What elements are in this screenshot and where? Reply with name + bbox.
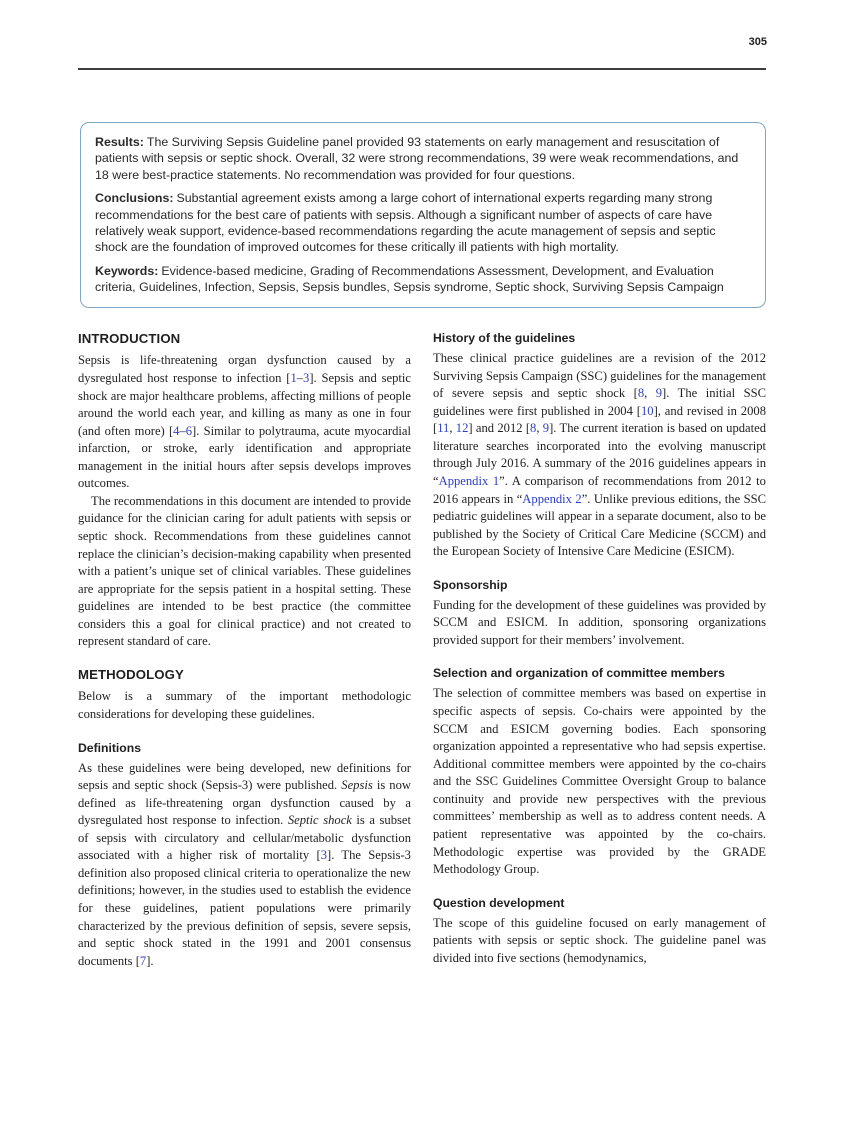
abstract-entry-text: Evidence-based medicine, Grading of Recommendations Assessment, Development, and Evaluation criteria, Guidelines, Infection, Sepsis, Sepsis bundles, Sepsis syndrome, Septic shock, Surviving Sepsis Campaign xyxy=(95,263,724,294)
body-paragraph: As these guidelines were being developed, new definitions for sepsis and septic shock (Sepsis-3) were published. Sepsis is now defined as life-threatening organ dysfunction caused by a dysregulated host response to infection. Septic shock is a subset of sepsis with circulatory and cellular/metabolic dysfunction associated with a higher risk of mortality [3]. The Sepsis-3 definition also proposed clinical criteria to operationalize the new definitions; however, in the studies used to establish the evidence for these guidelines, patient populations were primarily characterized by the previous definition of sepsis, severe sepsis, and septic shock stated in the 1991 and 2001 consensus documents [7]. xyxy=(78,760,412,968)
citation-link[interactable]: 3 xyxy=(303,370,310,385)
citation-link[interactable]: 11 xyxy=(437,421,450,436)
citation-link[interactable]: 4 xyxy=(173,423,180,438)
header-rule xyxy=(78,68,766,70)
section-heading: INTRODUCTION xyxy=(78,331,181,346)
appendix-link[interactable]: Appendix 2 xyxy=(522,491,582,506)
citation-link[interactable]: 8 xyxy=(637,386,645,401)
citation-link[interactable]: 3 xyxy=(320,848,328,863)
abstract-entry xyxy=(95,190,751,256)
body-paragraph: The scope of this guideline focused on early management of patients with sepsis or septic shock. The guideline panel was divided into five sections (hemodynamics, xyxy=(433,915,766,965)
citation-link[interactable]: 9 xyxy=(542,421,550,436)
abstract-entry xyxy=(95,263,751,296)
column-left xyxy=(78,330,411,970)
citation-link[interactable]: 12 xyxy=(455,421,469,436)
body-paragraph: These clinical practice guidelines are a revision of the 2012 Surviving Sepsis Campaign (SSC) guidelines for the management of severe sepsis and septic shock [8, 9]. The initial SSC guidelines were first published in 2004 [10], and revised in 2008 [11, 12] and 2012 [8, 9]. The current iteration is based on updated literature searches incorporated into the evolving manuscript through July 2016. A summary of the 2016 guidelines appears in “Appendix 1”. A comparison of recommendations from 2012 to 2016 appears in “Appendix 2”. Unlike previous editions, the SSC pediatric guidelines will appear in a separate document, also to be published by the Society of Critical Care Medicine (SCCM) and the European Society of Intensive Care Medicine (ESICM). xyxy=(433,351,767,559)
body-paragraph: The selection of committee members was based on expertise in specific aspects of sepsis. Co-chairs were appointed by the SCCM and ESICM governing bodies. Each sponsoring organization appointed a representative who had sepsis expertise. Additional committee members were appointed by the co-chairs and the SSC Guidelines Committee Oversight Group to balance continuity and provide new perspectives with the previous committees’ membership as well as to address content needs. A patient representative was appointed by the co-chairs. Methodologic expertise was provided by the GRADE Methodology Group. xyxy=(433,686,766,877)
appendix-link[interactable]: Appendix 1 xyxy=(438,473,500,488)
subsection-heading: Sponsorship xyxy=(433,577,508,592)
citation-link[interactable]: 10 xyxy=(640,403,654,418)
body-paragraph: Sepsis is life-threatening organ dysfunction caused by a dysregulated host response to infection [1–3]. Sepsis and septic shock are major healthcare problems, affecting millions of people around the world each year, and killing as many as one in four (and often more) [4–6]. Similar to polytrauma, acute myocardial infarction, or stroke, early identification and appropriate management in the initial hours after sepsis develops improves outcomes. xyxy=(78,353,411,491)
citation-link[interactable]: 6 xyxy=(185,423,193,438)
body-paragraph: Funding for the development of these guidelines was provided by SCCM and ESICM. In addition, sponsoring organizations provided support for their members’ involvement. xyxy=(433,597,766,647)
column-right xyxy=(433,330,766,967)
subsection-heading: Selection and organization of committee members xyxy=(433,666,725,681)
italic-term: Septic shock xyxy=(287,813,352,828)
body-paragraph: Below is a summary of the important methodologic considerations for developing these guidelines. xyxy=(78,689,411,721)
abstract-box xyxy=(80,122,766,308)
body-paragraph: The recommendations in this document are intended to provide guidance for the clinician caring for adult patients with sepsis or septic shock. Recommendations from these guidelines cannot replace the clinician’s decision-making capability when presented with a patient’s unique set of clinical variables. These guidelines are appropriate for the sepsis patient in a hospital setting. These guidelines are intended to be best practice (the committee considers this a goal for clinical practice) and not created to represent standard of care. xyxy=(78,493,411,649)
section-heading: METHODOLOGY xyxy=(78,666,184,682)
citation-link[interactable]: 7 xyxy=(139,953,147,968)
abstract-entry-text: Substantial agreement exists among a large cohort of international experts regarding many strong recommendations for the best care of patients with sepsis. Although a significant number of aspects of care have relatively weak support, evidence-based recommendations regarding the acute management of sepsis and septic shock are the foundation of improved outcomes for these critically ill patients with high mortality. xyxy=(95,191,716,255)
subsection-heading: Question development xyxy=(433,895,565,910)
abstract-entry xyxy=(95,134,751,183)
citation-link[interactable]: 1 xyxy=(290,370,297,385)
page-number: 305 xyxy=(748,36,767,48)
abstract-entry-text: The Surviving Sepsis Guideline panel provided 93 statements on early management and resuscitation of patients with sepsis or septic shock. Overall, 32 were strong recommendations, 39 were weak recommendations, and 18 were best-practice statements. No recommendation was provided for four questions. xyxy=(95,135,739,182)
citation-link[interactable]: 8 xyxy=(530,421,537,436)
subsection-heading: Definitions xyxy=(78,740,141,755)
citation-link[interactable]: 9 xyxy=(655,386,663,401)
subsection-heading: History of the guidelines xyxy=(433,331,576,345)
italic-term: Sepsis xyxy=(341,778,373,793)
abstract-entry-label: Conclusions: xyxy=(95,191,174,206)
abstract-entry-label: Keywords: xyxy=(95,263,159,278)
abstract-entry-label: Results: xyxy=(95,135,144,149)
